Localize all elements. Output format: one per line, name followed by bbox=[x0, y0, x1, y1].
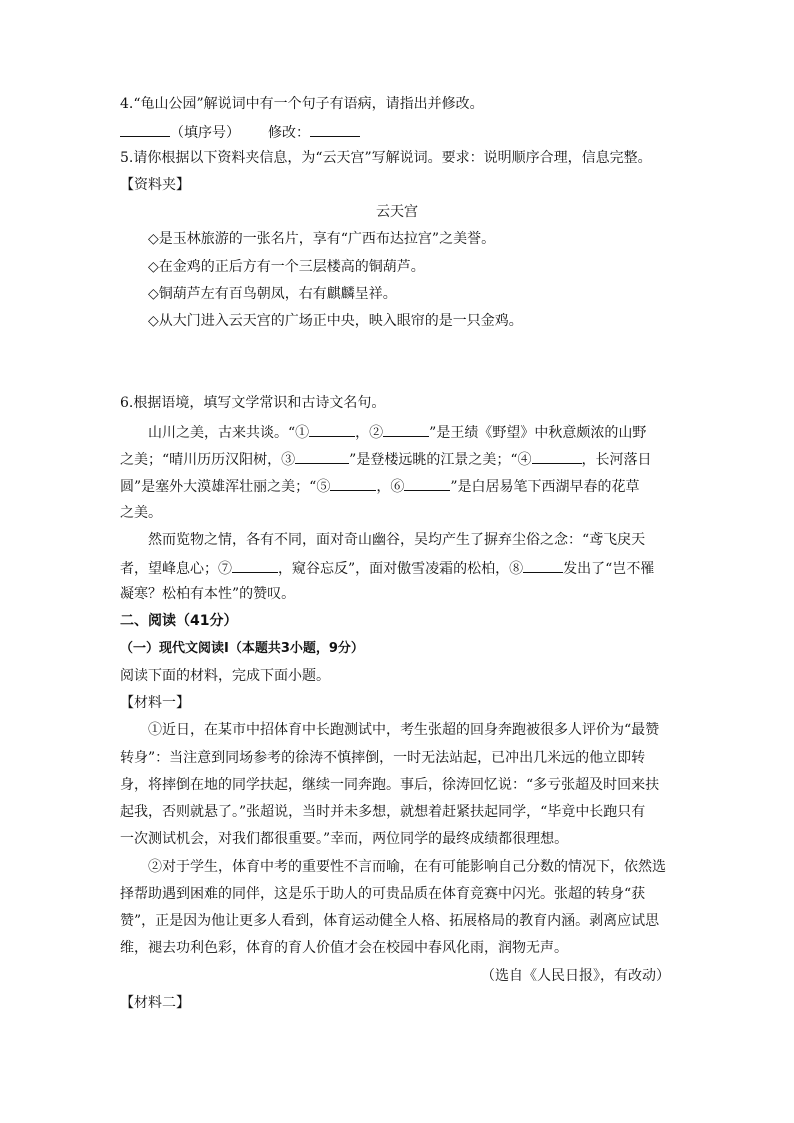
question-6-text: 6.根据语境，填写文学常识和古诗文名句。 bbox=[120, 395, 386, 411]
paragraph-2-line: ②对于学生，体育中考的重要性不言而喻，在有可能影响自己分数的情况下，依然选 bbox=[148, 859, 666, 875]
text-run: 发出了“岂不罹 bbox=[563, 561, 655, 577]
text-run: 之美；“晴川历历汉阳树，③ bbox=[120, 452, 296, 468]
paragraph-1-line: ①近日，在某市中招体育中长跑测试中，考生张超的回身奔跑被很多人评价为“最赞 bbox=[148, 722, 660, 738]
question-5-text: 5.请你根据以下资料夹信息，为“云天宫”写解说词。要求：说明顺序合理，信息完整。 bbox=[120, 150, 652, 166]
q6-p1-line4: 之美。 bbox=[120, 505, 162, 521]
text-run: ，② bbox=[355, 425, 384, 441]
fill-number-label: （填序号） bbox=[170, 125, 240, 141]
text-run: ”是白居易笔下西湖早春的花草 bbox=[450, 479, 640, 495]
question-4-answer-line bbox=[120, 124, 360, 140]
material-1-label: 【材料一】 bbox=[120, 695, 190, 711]
blank-7[interactable] bbox=[232, 560, 278, 573]
blank-6[interactable] bbox=[404, 478, 450, 491]
blank-5[interactable] bbox=[330, 478, 376, 491]
blank-2[interactable] bbox=[383, 424, 429, 437]
paragraph-2-line: 维，褪去功利色彩，体育的育人价值才会在校园中春风化雨，润物无声。 bbox=[120, 940, 568, 956]
blank-4[interactable] bbox=[532, 451, 582, 464]
answer-blank-number[interactable] bbox=[120, 124, 170, 137]
material-item: ◇是玉林旅游的一张名片，享有“广西布达拉宫”之美誉。 bbox=[148, 231, 496, 247]
material-folder-label: 【资料夹】 bbox=[120, 177, 190, 193]
q6-p1-line2 bbox=[120, 451, 652, 467]
material-item: ◇铜葫芦左有百鸟朝凤，右有麒麟呈祥。 bbox=[148, 286, 397, 302]
reading-instruction: 阅读下面的材料，完成下面小题。 bbox=[120, 668, 330, 684]
paragraph-1-line: 转身”：当注意到同场参考的徐涛不慎摔倒，一时无法站起，已冲出几米远的他立即转 bbox=[120, 750, 646, 766]
answer-blank-modify[interactable] bbox=[310, 124, 360, 137]
paragraph-1-line: 起我，否则就悬了。”张超说，当时并未多想，就想着赶紧扶起同学，“毕竟中长跑只有 bbox=[120, 804, 646, 820]
q6-p1-line1 bbox=[148, 424, 646, 440]
q6-p2-line1: 然而览物之情，各有不同，面对奇山幽谷，吴均产生了摒弃尘俗之念：“鸢飞戾天 bbox=[148, 532, 646, 548]
paragraph-2-line: 赞”，正是因为他让更多人看到，体育运动健全人格、拓展格局的教育内涵。剥离应试思 bbox=[120, 913, 660, 929]
material-item: ◇在金鸡的正后方有一个三层楼高的铜葫芦。 bbox=[148, 259, 425, 275]
material-2-label: 【材料二】 bbox=[120, 995, 190, 1011]
blank-1[interactable] bbox=[309, 424, 355, 437]
text-run: ，⑥ bbox=[376, 479, 405, 495]
question-4-text: 4.“龟山公园”解说词中有一个句子有语病，请指出并修改。 bbox=[120, 96, 484, 112]
material-title: 云天宫 bbox=[376, 204, 418, 220]
paragraph-1-line: 身，将摔倒在地的同学扶起，继续一同奔跑。事后，徐涛回忆说：“多亏张超及时回来扶 bbox=[120, 777, 660, 793]
q6-p1-line3 bbox=[120, 478, 640, 494]
q6-p2-line3: 凝寒？松柏有本性”的赞叹。 bbox=[120, 586, 296, 602]
modify-label: 修改： bbox=[268, 125, 310, 141]
text-run: ，窥谷忘反”，面对傲雪凌霜的松柏，⑧ bbox=[278, 561, 524, 577]
material-item: ◇从大门进入云天宫的广场正中央，映入眼帘的是一只金鸡。 bbox=[148, 313, 523, 329]
blank-8[interactable] bbox=[523, 560, 563, 573]
source-citation: （选自《人民日报》，有改动） bbox=[481, 968, 670, 984]
paragraph-1-line: 一次测试机会，对我们都很重要。”幸而，两位同学的最终成绩都很理想。 bbox=[120, 831, 569, 847]
text-run: ，长河落日 bbox=[581, 452, 652, 468]
section-2-subheading: （一）现代文阅读Ⅰ（本题共3小题，9分） bbox=[120, 641, 364, 656]
section-2-heading: 二、阅读（41分） bbox=[120, 613, 238, 629]
blank-3[interactable] bbox=[295, 451, 349, 464]
paragraph-2-line: 择帮助遇到困难的同伴，这是乐于助人的可贵品质在体育竞赛中闪光。张超的转身“获 bbox=[120, 886, 646, 902]
text-run: 圆”是塞外大漠雄浑壮丽之美；“⑤ bbox=[120, 479, 331, 495]
text-run: 者，望峰息心；⑦ bbox=[120, 561, 232, 577]
text-run: ”是王绩《野望》中秋意颇浓的山野 bbox=[429, 425, 647, 441]
text-run: 山川之美，古来共谈。“① bbox=[148, 425, 310, 441]
text-run: ”是登楼远眺的江景之美；“④ bbox=[349, 452, 532, 468]
q6-p2-line2 bbox=[120, 560, 654, 576]
